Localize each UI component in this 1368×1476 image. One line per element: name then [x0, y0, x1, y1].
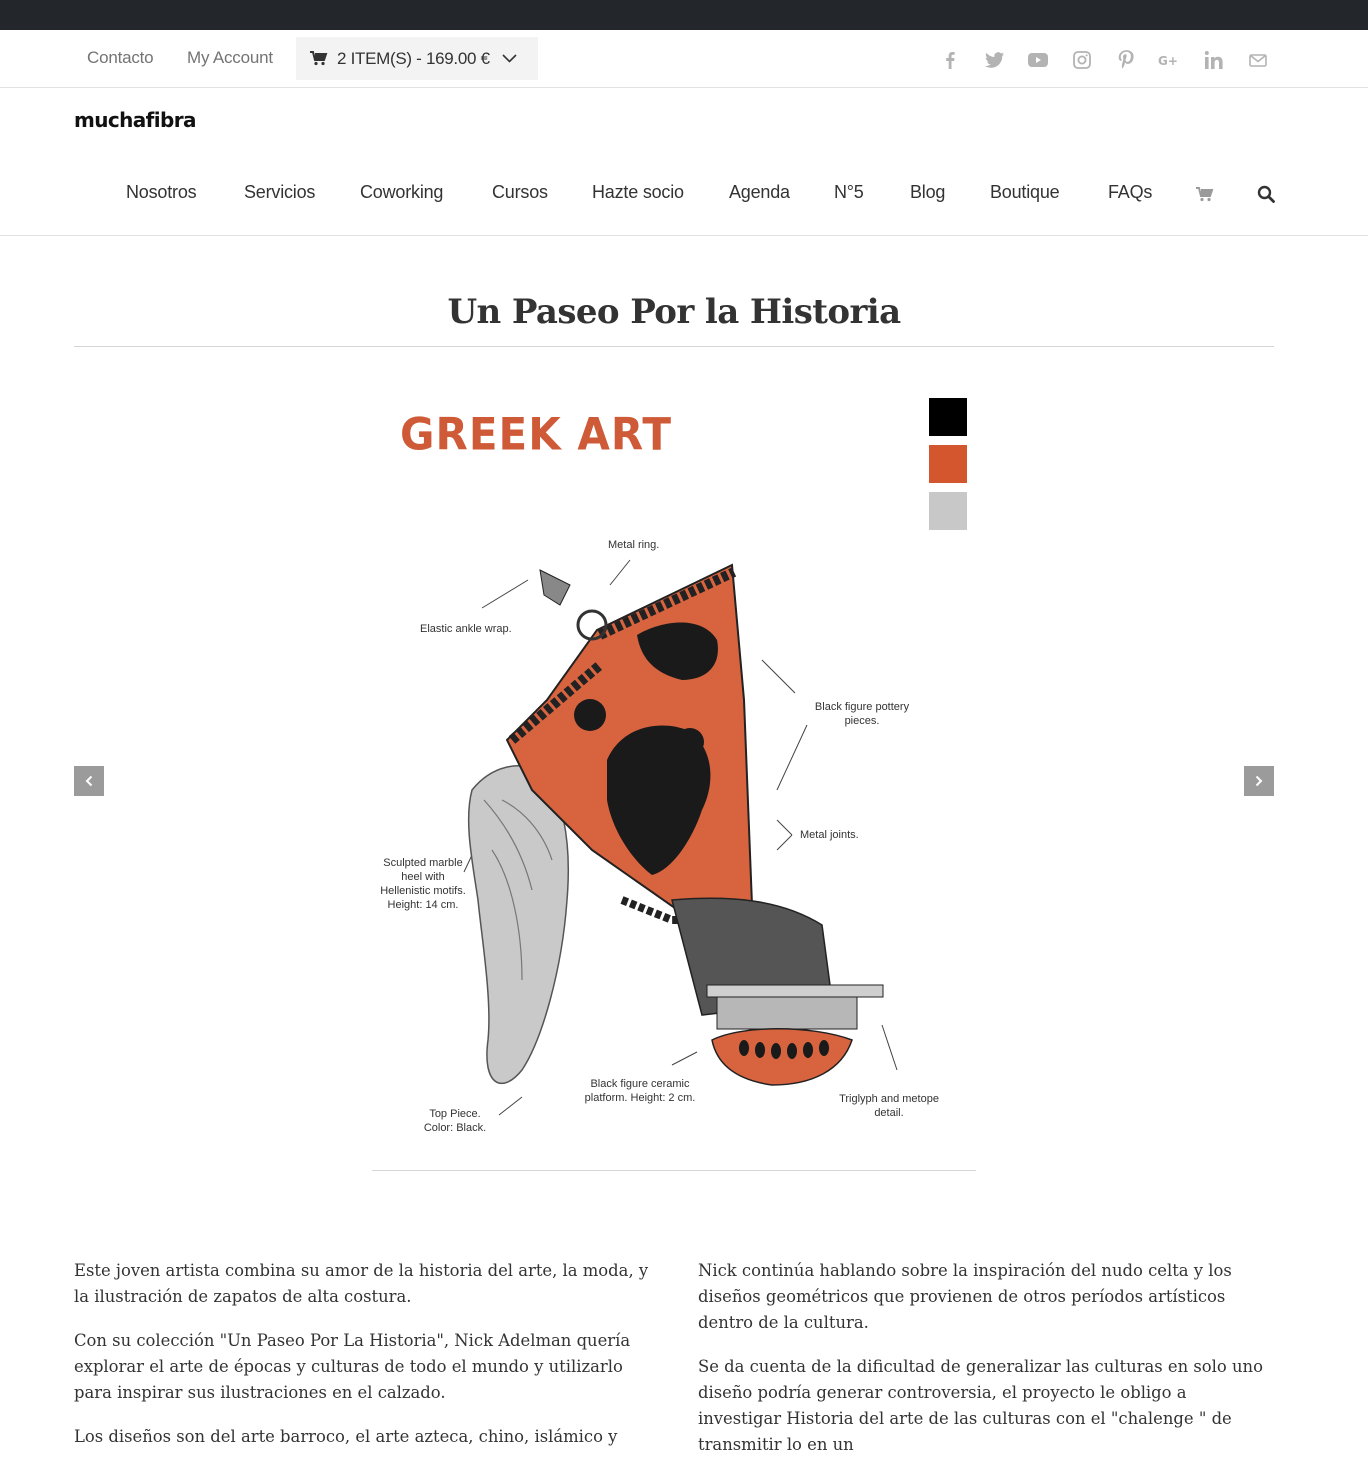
cart-summary: 2 ITEM(S) - 169.00 €	[337, 48, 490, 68]
slide-image-greek-art	[372, 380, 976, 1170]
search-icon[interactable]	[1256, 184, 1276, 204]
label-triglyph: Triglyph and metope detail.	[839, 1093, 939, 1119]
main-header	[0, 88, 1368, 236]
slider-next-button[interactable]	[1244, 766, 1274, 796]
article-paragraph: Se da cuenta de la dificultad de generalizar las culturas en solo uno diseño podría generar controversia, el proyecto le obligo a investigar Historia del arte de las culturas con el "chalenge " de transmitir lo en un	[698, 1357, 1263, 1454]
chevron-right-icon	[1255, 775, 1263, 787]
linkedin-icon[interactable]	[1203, 49, 1225, 71]
shoe-illustration	[372, 380, 976, 1170]
youtube-icon[interactable]	[1027, 49, 1049, 71]
label-metal-ring: Metal ring.	[608, 539, 660, 551]
email-icon[interactable]	[1247, 49, 1269, 71]
chevron-down-icon	[502, 54, 517, 63]
nav-servicios[interactable]: Servicios	[244, 182, 316, 202]
article-column-left	[74, 1258, 650, 1468]
instagram-icon[interactable]	[1071, 49, 1093, 71]
nav-n5[interactable]: N°5	[834, 182, 864, 202]
figure-divider	[372, 1170, 976, 1171]
site-logo[interactable]: muchafibra	[74, 108, 196, 132]
article-paragraph: Con su colección "Un Paseo Por La Historia", Nick Adelman quería explorar el arte de épocas y culturas de todo el mundo y utilizarlo para inspirar sus ilustraciones en el calzado.	[74, 1331, 631, 1402]
label-elastic-ankle-wrap: Elastic ankle wrap.	[420, 623, 512, 635]
nav-blog[interactable]: Blog	[910, 182, 946, 202]
secondary-header	[0, 30, 1368, 88]
nav-cart-icon[interactable]	[1194, 184, 1214, 204]
label-ceramic-platform: Black figure ceramic platform. Height: 2 cm.	[584, 1078, 696, 1104]
article-column-right	[698, 1258, 1274, 1476]
google-plus-icon[interactable]	[1158, 49, 1180, 71]
article-paragraph: Este joven artista combina su amor de la historia del arte, la moda, y la ilustración de zapatos de alta costura.	[74, 1261, 649, 1306]
label-metal-joints: Metal joints.	[800, 829, 859, 841]
contacto-link[interactable]: Contacto	[87, 48, 154, 67]
my-account-link[interactable]: My Account	[187, 48, 273, 67]
svg-text:G+: G+	[1158, 54, 1178, 68]
top-strip	[0, 0, 1368, 30]
nav-coworking[interactable]: Coworking	[360, 182, 444, 202]
nav-cursos[interactable]: Cursos	[492, 182, 548, 202]
label-top-piece: Top Piece. Color: Black.	[423, 1108, 487, 1134]
nav-faqs[interactable]: FAQs	[1108, 182, 1153, 202]
page-title: Un Paseo Por la Historia	[447, 292, 901, 332]
pinterest-icon[interactable]	[1115, 49, 1137, 71]
nav-agenda[interactable]: Agenda	[729, 182, 790, 202]
label-marble-heel: Sculpted marble heel with Hellenistic motifs. Height: 14 cm.	[380, 857, 466, 911]
nav-nosotros[interactable]: Nosotros	[126, 182, 197, 202]
nav-hazte-socio[interactable]: Hazte socio	[592, 182, 684, 202]
figure-heading: GREEK ART	[400, 408, 672, 461]
nav-boutique[interactable]: Boutique	[990, 182, 1060, 202]
article-paragraph: Nick continúa hablando sobre la inspiración del nudo celta y los diseños geométricos que provienen de otros períodos artísticos dentro de la cultura.	[698, 1261, 1232, 1332]
twitter-icon[interactable]	[983, 49, 1005, 71]
cart-dropdown[interactable]	[296, 37, 538, 80]
facebook-icon[interactable]	[939, 49, 961, 71]
label-pottery-pieces: Black figure pottery pieces.	[814, 701, 910, 727]
slider-prev-button[interactable]	[74, 766, 104, 796]
title-divider	[74, 346, 1274, 347]
article-paragraph: Los diseños son del arte barroco, el arte azteca, chino, islámico y	[74, 1427, 618, 1446]
chevron-left-icon	[85, 775, 93, 787]
cart-icon	[310, 51, 327, 66]
